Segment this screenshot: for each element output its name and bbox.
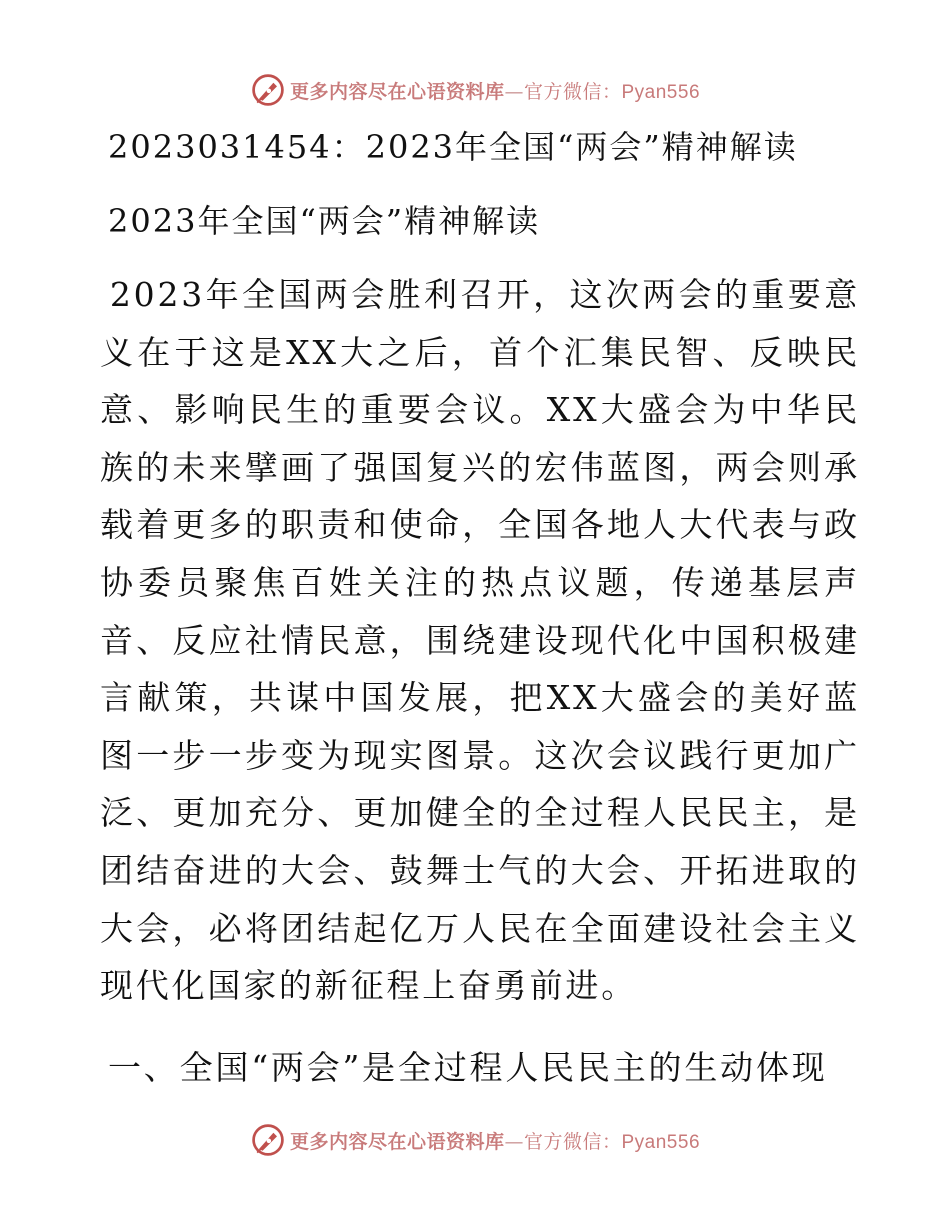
watermark-sub-text: 官方微信： (523, 80, 622, 103)
watermark-text (290, 1127, 700, 1154)
watermark-dash: — (504, 80, 524, 103)
watermark-wechat-id: Pyan556 (621, 1131, 701, 1153)
pen-nib-circle-logo-icon (250, 72, 286, 108)
document-body (100, 118, 860, 1097)
watermark-sub-text: 官方微信： (523, 1130, 622, 1153)
watermark-text (290, 77, 700, 104)
pen-nib-circle-logo-icon (250, 1122, 286, 1158)
document-subtitle: 2023年全国“两会”精神解读 (108, 202, 541, 240)
watermark-main-text: 更多内容尽在心语资料库 (289, 80, 505, 103)
document-title: 2023031454：2023年全国“两会”精神解读 (108, 128, 798, 166)
body-paragraph: 2023年全国两会胜利召开，这次两会的重要意义在于这是XX大之后，首个汇集民智、反映民意、影响民生的重要会议。XX大盛会为中华民族的未来擘画了强国复兴的宏伟蓝图，两会则承载着更多的职责和使命，全国各地人大代表与政协委员聚焦百姓关注的热点议题，传递基层声音、反应社情民意，围绕建设现代化中国积极建言献策，共谋中国发展，把XX大盛会的美好蓝图一步一步变为现实图景。这次会议践行更加广泛、更加充分、更加健全的全过程人民民主，是团结奋进的大会、鼓舞士气的大会、开拓进取的大会，必将团结起亿万人民在全面建设社会主义现代化国家的新征程上奋勇前进。 (100, 275, 860, 1006)
section-heading: 一、全国“两会”是全过程人民民主的生动体现 (108, 1047, 828, 1087)
watermark-dash: — (504, 1130, 524, 1153)
watermark-main-text: 更多内容尽在心语资料库 (289, 1130, 505, 1153)
watermark-banner-bottom (0, 1120, 950, 1160)
watermark-banner-top (0, 70, 950, 110)
watermark-wechat-id: Pyan556 (621, 81, 701, 103)
